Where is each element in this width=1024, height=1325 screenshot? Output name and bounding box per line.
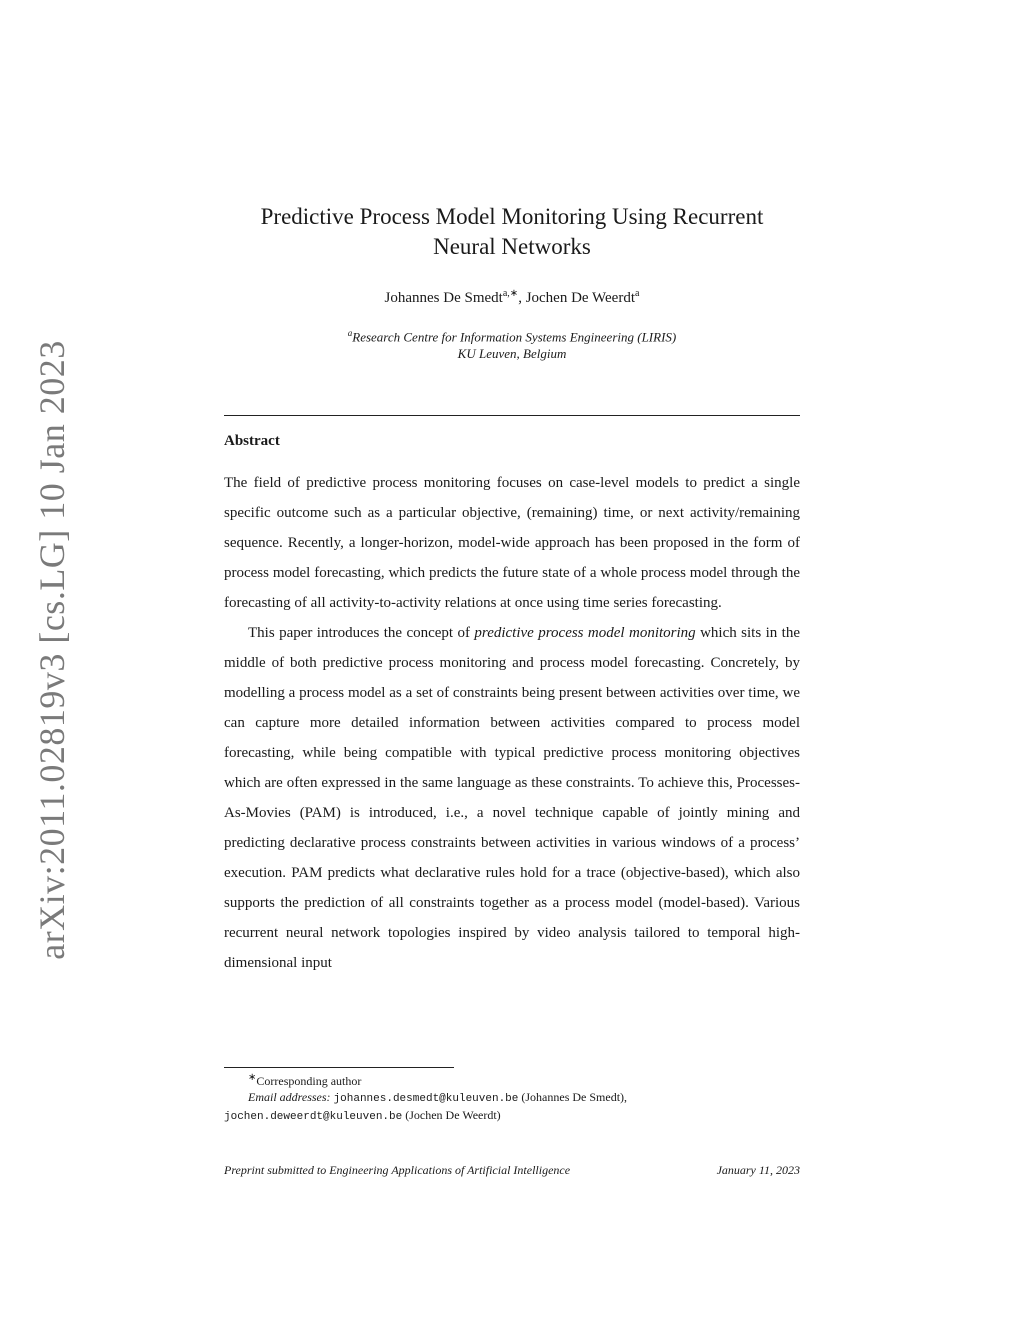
email-2-owner: (Jochen De Weerdt)	[402, 1108, 501, 1122]
submission-note: Preprint submitted to Engineering Applications of Artificial Intelligence	[224, 1163, 571, 1177]
email-link-1[interactable]: johannes.desmedt@kuleuven.be	[333, 1093, 519, 1105]
author-2: Jochen De Weerdt	[525, 290, 635, 306]
author-separator: ,	[518, 290, 526, 306]
abstract-p2-emphasis: predictive process model monitoring	[474, 625, 696, 641]
abstract-heading: Abstract	[224, 433, 280, 449]
submission-date: January 11, 2023	[716, 1163, 800, 1177]
abstract-paragraph-2	[224, 618, 800, 978]
author-1-affiliation-mark: a,∗	[502, 288, 519, 299]
email-link-2[interactable]: jochen.deweerdt@kuleuven.be	[224, 1111, 403, 1123]
affiliation-line-2: KU Leuven, Belgium	[457, 346, 567, 362]
abstract-p2-lead: This paper introduces the concept of	[248, 625, 475, 641]
author-1: Johannes De Smedt	[384, 290, 503, 306]
affiliation	[224, 325, 800, 362]
email-label: Email addresses:	[248, 1090, 331, 1104]
footnote	[224, 1070, 800, 1125]
page-footer	[224, 1163, 800, 1178]
footnote-marker: ∗	[248, 1072, 257, 1083]
abstract-paragraph-1: The field of predictive process monitoring focuses on case-level models to predict a single specific outcome such as a particular objective, (remaining) time, or next activity/remaining sequence. Recently, a longer-horizon, model-wide approach has been proposed in the form of process model forecasting, which predicts the future state of a whole process model through the forecasting of all activity-to-activity relations at once using time series forecasting.	[224, 475, 800, 611]
title-line-2: Neural Networks	[433, 234, 591, 259]
affiliation-line-1: Research Centre for Information Systems Engineering (LIRIS)	[352, 329, 677, 345]
abstract-p2-rest: which sits in the middle of both predictive process monitoring and process model forecasting. Concretely, by modelling a process model as a set of constraints being present between activities over time, we can capture more detailed information between activities compared to process model forecasting, while being compatible with typical predictive process monitoring objectives which are often expressed in the same language as these constraints. To achieve this, Processes-As-Movies (PAM) is introduced, i.e., a novel technique capable of jointly mining and predicting declarative process constraints between activities in various windows of a process’ execution. PAM predicts what declarative rules hold for a trace (objective-based), which also supports the prediction of all constraints together as a process model (model-based). Various recurrent neural network topologies inspired by video analysis tailored to temporal high-dimensional input	[224, 625, 801, 971]
abstract-top-rule	[224, 415, 800, 416]
arxiv-identifier: arXiv:2011.02819v3 [cs.LG] 10 Jan 2023	[32, 340, 72, 960]
footnote-rule	[224, 1067, 454, 1068]
title-line-1: Predictive Process Model Monitoring Using Recurrent	[260, 204, 764, 229]
author-2-affiliation-mark: a	[635, 288, 640, 299]
affiliation-mark: a	[347, 328, 353, 338]
email-1-owner: (Johannes De Smedt),	[518, 1090, 628, 1104]
paper-title	[224, 202, 800, 262]
abstract-body	[224, 468, 800, 978]
corresponding-author-note: Corresponding author	[256, 1074, 362, 1088]
author-list	[224, 288, 800, 307]
